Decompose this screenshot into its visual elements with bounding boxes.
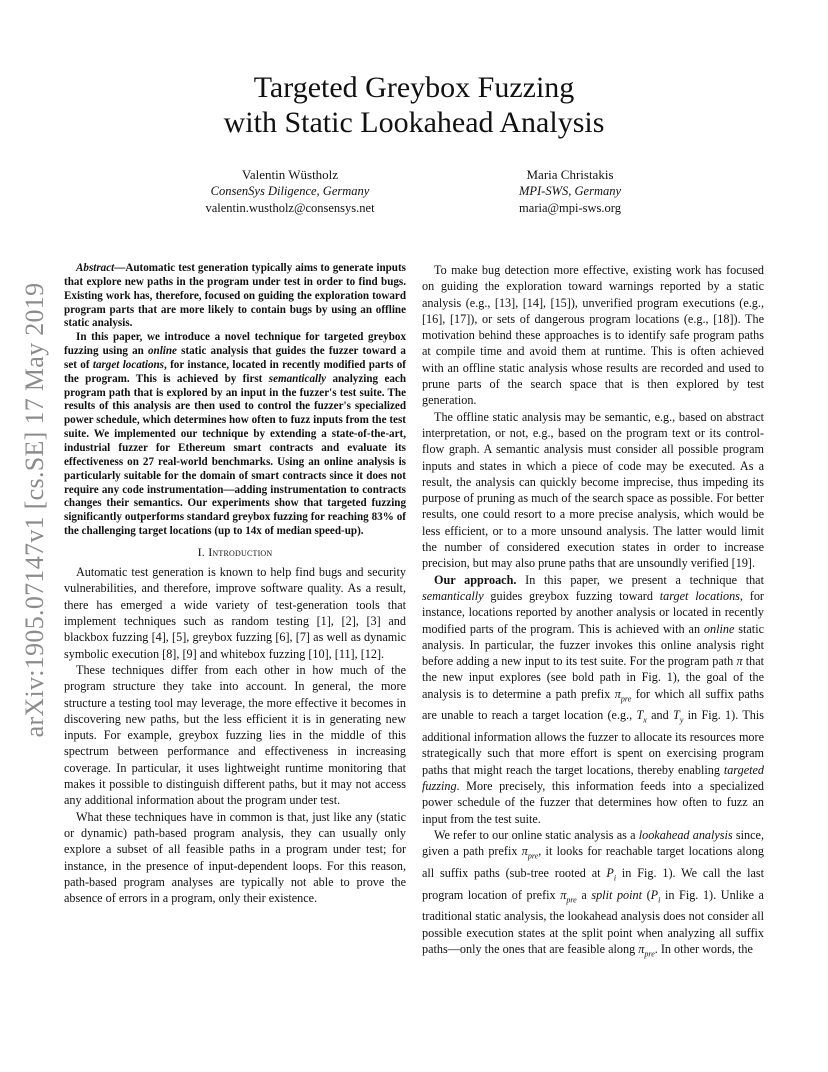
arxiv-sidebar bbox=[10, 280, 60, 740]
author-affiliation: ConsenSys Diligence, Germany bbox=[210, 184, 370, 198]
intro-paragraph-3: What these techniques have in common is that, just like any (static or dynamic) path-based program analysis, they can usually only explore a subset of all feasible paths in a program under test; for instance, in the presence of input-dependent loops. For this reason, path-based program analyses are typically not able to prove the absence of errors in a program, only their existence. bbox=[64, 809, 406, 906]
paper-title bbox=[100, 70, 728, 140]
arxiv-identifier: arXiv:1905.07147v1 [cs.SE] 17 May 2019 bbox=[20, 282, 49, 738]
intro-paragraph-4: To make bug detection more effective, existing work has focused on guiding the exploration toward warnings reported by a static analysis (e.g., [13], [14], [15]), unverified program executions (e.g., [16], [17]), or sets of dangerous program locations (e.g., [18]). The motivation behind these approaches is to identify safe program paths at compile time and avoid them at runtime. This is often achieved with an offline static analysis whose results are recorded and used to prune parts of the search space that is then explored by test generation. bbox=[422, 263, 764, 408]
intro-paragraph-5: The offline static analysis may be semantic, e.g., based on abstract interpretation, or not, e.g., based on the program text or its control-flow graph. A semantic analysis must consider all possible program inputs and states in which a piece of code may be executed. As a result, the analysis can quickly become imprecise, thus impeding its purpose of pruning as much of the search space as possible. For better results, one could resort to a more precise analysis, which would be less efficient, or to a more unsound analysis. The latter would limit the number of considered execution states in order to increase precision, but may also prune paths that are unsoundly verified [19]. bbox=[422, 409, 764, 571]
author-name: Valentin Wüstholz bbox=[241, 167, 339, 182]
lookahead-paragraph: We refer to our online static analysis as a lookahead analysis since, given a path prefix $\pi_{pre}$, it looks for reachable target locations along all suffix paths (sub-tree rooted at $P_i$ in Fig. 1). We call the last program location of prefix $\pi_{pre}$ a split point ($P_i$ in Fig. 1). Unlike a traditional static analysis, the lookahead analysis does not consider all possible execution states at the split point when analyzing all suffix paths—only the ones that are feasible along $\pi_{pre}$. In other words, the bbox=[422, 827, 765, 959]
section-heading-introduction: I. Introduction bbox=[197, 544, 273, 559]
abstract-paragraph-1: Abstract—Automatic test generation typically aims to generate inputs that explore new paths in the program under test in order to find bugs. Existing work has, therefore, focused on guiding the exploration toward program parts that are more likely to contain bugs by using an offline static analysis. bbox=[64, 262, 406, 330]
author-block-1 bbox=[170, 166, 410, 217]
intro-paragraph-2: These techniques differ from each other in how much of the program structure they take into account. In general, the more structure a testing tool may leverage, the more effective it becomes in discovering new paths, but the less efficient it is in generating new inputs. For example, greybox fuzzing lies in the middle of this spectrum between performance and effectiveness in increasing coverage. In particular, it uses lightweight runtime monitoring that makes it possible to distinguish different paths, but it may not access any additional information about the program under test. bbox=[64, 662, 406, 808]
left-column bbox=[64, 262, 406, 906]
abstract-label: Abstract bbox=[76, 262, 115, 274]
intro-paragraph-1: Automatic test generation is known to help find bugs and security vulnerabilities, and therefore, improve software quality. As a result, there has emerged a wide variety of test-generation tools that implement techniques such as random testing [1], [2], [3] and blackbox fuzzing [4], [5], greybox fuzzing [6], [7] as well as dynamic symbolic execution [8], [9] and whitebox fuzzing [10], [11], [12]. bbox=[64, 565, 406, 661]
author-email: valentin.wustholz@consensys.net bbox=[205, 201, 375, 215]
our-approach-paragraph: Our approach. In this paper, we present a technique that semantically guides greybox fuzzing toward target locations, for instance, locations reported by another analysis or located in recently modified parts of the program. This is achieved with an online static analysis. In particular, the fuzzer invokes this online analysis right before adding a new input to its test suite. For the program path π that the new input explores (see bold path in Fig. 1), the goal of the analysis is to determine a path prefix $\pi_{pre}$ for which all suffix paths are unable to reach a target location (e.g., $T_x$ and $T_y$ in Fig. 1). This additional information allows the fuzzer to allocate its resources more strategically such that more effort is spent on exercising program paths that might reach the target locations, thereby enabling targeted fuzzing. More precisely, this information feeds into a specialized power schedule of the fuzzer that determines how often to fuzz an input from the test suite. bbox=[422, 572, 764, 826]
author-affiliation: MPI-SWS, Germany bbox=[518, 184, 622, 198]
abstract bbox=[64, 262, 406, 539]
right-column bbox=[422, 262, 764, 963]
title-line-1: Targeted Greybox Fuzzing bbox=[253, 71, 575, 104]
run-in-heading: Our approach. bbox=[434, 572, 517, 587]
author-block-2 bbox=[450, 166, 690, 217]
title-line-2: with Static Lookahead Analysis bbox=[223, 106, 605, 139]
author-email: maria@mpi-sws.org bbox=[519, 201, 621, 215]
abstract-paragraph-2: In this paper, we introduce a novel technique for targeted greybox fuzzing using an online static analysis that guides the fuzzer toward a set of target locations, for instance, located in recently modified parts of the program. This is achieved by first semantically analyzing each program path that is explored by an input in the fuzzer's test suite. The results of this analysis are then used to control the fuzzer's specialized power schedule, which determines how often to fuzz inputs from the test suite. We implemented our technique by extending a state-of-the-art, industrial fuzzer for Ethereum smart contracts and evaluate its effectiveness on 27 real-world benchmarks. Using an online analysis is particularly suitable for the domain of smart contracts since it does not require any code instrumentation—adding instrumentation to contracts changes their semantics. Our experiments show that targeted fuzzing significantly outperforms standard greybox fuzzing for reaching 83% of the challenging target locations (up to 14x of median speed-up). bbox=[64, 331, 407, 538]
author-name: Maria Christakis bbox=[526, 167, 614, 182]
